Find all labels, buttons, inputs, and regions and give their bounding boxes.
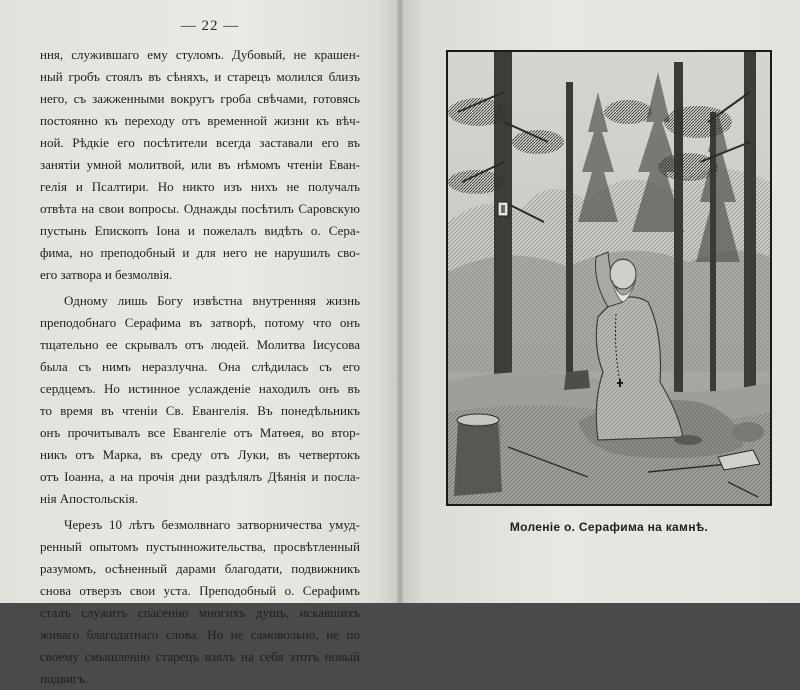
text-line: гелія и Псалтири. Но никто изъ нихъ не получалъ (40, 179, 360, 194)
text-line: снова отверзъ свои уста. Преподобный о. Серафимъ (40, 583, 360, 598)
text-line: никъ отъ Марка, въ среду отъ Луки, въ четвертокъ (40, 447, 360, 462)
paragraph (40, 44, 360, 286)
illustration-plate (446, 50, 772, 506)
text-line: ной. Рѣдкіе его посѣтители всегда заставали его въ (40, 135, 360, 150)
text-line: отъ Іоанна, а на прочія дни раздѣлялъ Дѣянія и посла- (40, 469, 360, 484)
text-line: пустынь Епископъ Іона и пожелалъ видѣть о. Сера- (40, 223, 360, 238)
text-line: онъ прочитывалъ все Евангеліе отъ Матѳея, во втор- (40, 425, 360, 440)
text-line: занятіи умной молитвой, или въ нѣмомъ чтеніи Еван- (40, 157, 360, 172)
left-page (0, 0, 400, 686)
book-gutter (396, 0, 404, 603)
text-line: ренный опытомъ пустынножительства, просвѣтленный (40, 539, 360, 554)
text-line: разумомъ, осѣненный дарами благодати, подвижникъ (40, 561, 360, 576)
text-line: то время въ чтеніи Св. Евангелія. Въ понедѣльникъ (40, 403, 360, 418)
text-line: своему смышленію старецъ взялъ на себя этотъ новый (40, 649, 360, 664)
text-line: фима, но преподобный и для него не нарушилъ сво- (40, 245, 360, 260)
text-line: ння, служившаго ему стуломъ. Дубовый, не крашен- (40, 47, 360, 62)
text-line: была съ нимъ неразлучна. Она слѣдилась съ его (40, 359, 360, 374)
illustration-caption: Моленіе о. Серафима на камнѣ. (509, 520, 709, 534)
text-line: подвигъ. (40, 671, 89, 686)
text-line: ный гробъ стоялъ въ сѣняхъ, и старецъ молился близъ (40, 69, 360, 84)
paragraph (40, 514, 360, 690)
text-line: него, съ зажженными вокругъ гроба свѣчами, готовясь (40, 91, 360, 106)
text-line: тщательно ее скрывалъ отъ людей. Молитва Іисусова (40, 337, 360, 352)
text-line: сталъ служить спасенію многихъ душъ, искавшихъ (40, 605, 360, 620)
text-line: нія Апостольскія. (40, 491, 138, 506)
forest-engraving (448, 52, 770, 504)
paragraph (40, 290, 360, 510)
text-line: преподобнаго Серафима въ затворѣ, потому что онъ (40, 315, 360, 330)
text-line: отвѣта на свои вопросы. Однажды посѣтилъ Саровскую (40, 201, 360, 216)
text-line: сердцемъ. Но истинное услажденіе находилъ онъ въ (40, 381, 360, 396)
body-text (40, 44, 360, 690)
text-line: его затвора и безмолвія. (40, 267, 173, 282)
text-line: Одному лишь Богу извѣстна внутренняя жизнь (64, 293, 360, 308)
text-line: постоянно къ переходу отъ временной жизни къ вѣч- (40, 113, 360, 128)
text-line: Черезъ 10 лѣтъ безмолвнаго затворничества умуд- (64, 517, 360, 532)
page-number: — 22 — (180, 18, 240, 34)
text-line: живаго благодатнаго слова. Но не самовольно, не по (40, 627, 360, 642)
